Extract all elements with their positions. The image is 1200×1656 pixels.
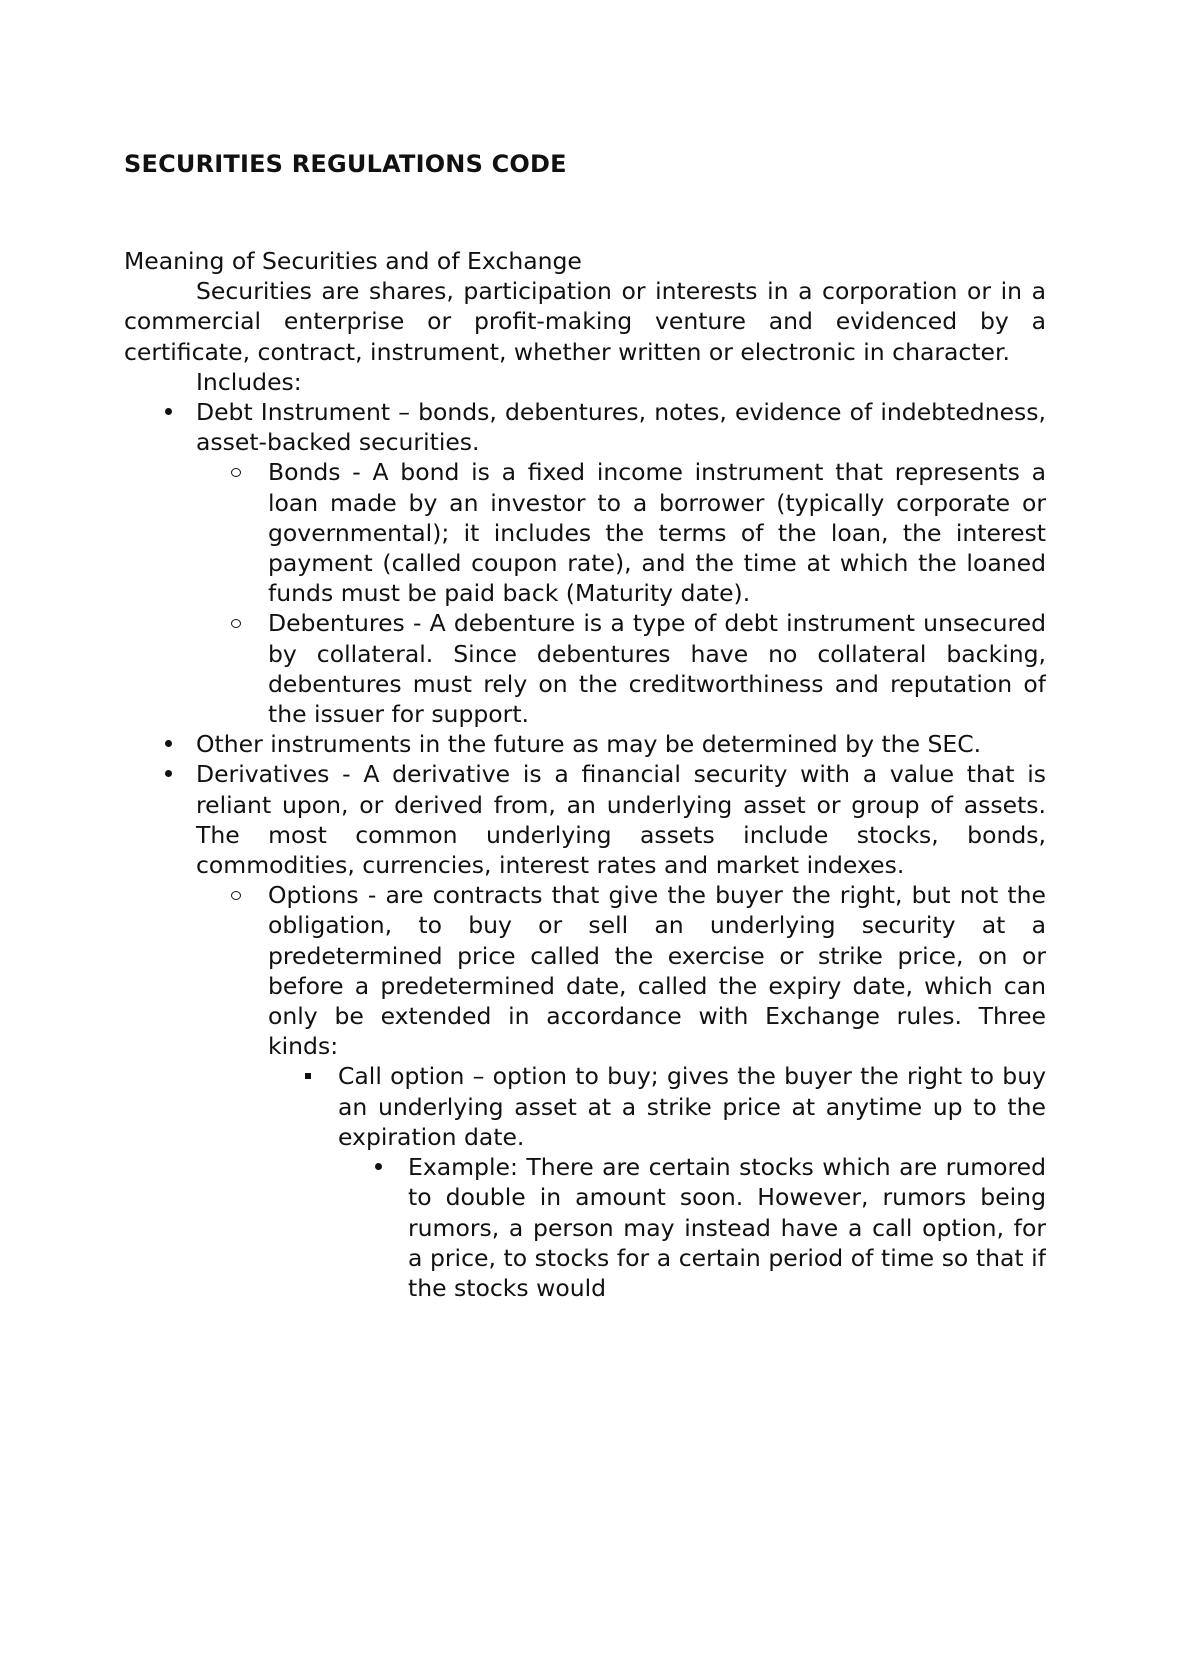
list-item-example	[124, 1152, 1046, 1303]
list-item-options	[124, 880, 1046, 1061]
bullet-dot-icon	[156, 397, 180, 427]
bullet-circle-icon	[224, 880, 248, 910]
document-body	[124, 246, 1046, 1656]
bullet-square-icon	[296, 1061, 320, 1091]
securities-list	[124, 397, 1046, 1303]
list-item-text: Other instruments in the future as may be determined by the SEC.	[196, 730, 982, 759]
bullet-circle-icon	[224, 457, 248, 487]
list-item-other-instruments	[124, 729, 1046, 759]
list-item-derivatives	[124, 759, 1046, 880]
list-item-bonds	[124, 457, 1046, 608]
includes-label: Includes:	[196, 367, 302, 396]
list-item-text: Options - are contracts that give the buyer the right, but not the obligation, to buy or sell an underlying security at a predetermined price called the exercise or strike price, on or before a predetermined date, called the expiry date, which can only be extended in accordance with Exchange rules. Three kinds:	[268, 881, 1046, 1061]
bullet-circle-icon	[224, 608, 248, 638]
document-page	[124, 148, 1046, 1656]
list-item-text: Example: There are certain stocks which are rumored to double in amount soon. However, rumors being rumors, a person may instead have a call option, for a price, to stocks for a certain period of time so that if the stocks would	[408, 1153, 1046, 1302]
definition-paragraph: Securities are shares, participation or interests in a corporation or in a commercial enterprise or profit-making venture and evidenced by a certificate, contract, instrument, whether written or electronic in character.	[124, 277, 1046, 366]
list-item-text: Call option – option to buy; gives the buyer the right to buy an underlying asset at a strike price at anytime up to the expiration date.	[338, 1062, 1046, 1151]
bullet-dot-icon	[366, 1152, 390, 1182]
list-item-debt-instrument	[124, 397, 1046, 457]
list-item-debentures	[124, 608, 1046, 729]
list-item-text: Debentures - A debenture is a type of debt instrument unsecured by collateral. Since debentures have no collateral backing, debentures must rely on the creditworthiness and reputation of the issuer for support.	[268, 609, 1046, 729]
list-item-text: Bonds - A bond is a fixed income instrument that represents a loan made by an investor to a borrower (typically corporate or governmental); it includes the terms of the loan, the interest payment (called coupon rate), and the time at which the loaned funds must be paid back (Maturity date).	[268, 458, 1046, 608]
document-title: SECURITIES REGULATIONS CODE	[124, 150, 567, 178]
list-item-call-option	[124, 1061, 1046, 1152]
section-heading: Meaning of Securities and of Exchange	[124, 247, 582, 275]
list-item-text: Debt Instrument – bonds, debentures, notes, evidence of indebtedness, asset-backed securities.	[196, 398, 1046, 457]
list-item-text: Derivatives - A derivative is a financial security with a value that is reliant upon, or derived from, an underlying asset or group of assets. The most common underlying assets include stocks, bonds, commodities, currencies, interest rates and market indexes.	[196, 760, 1046, 880]
bullet-dot-icon	[156, 759, 180, 789]
bullet-dot-icon	[156, 729, 180, 759]
